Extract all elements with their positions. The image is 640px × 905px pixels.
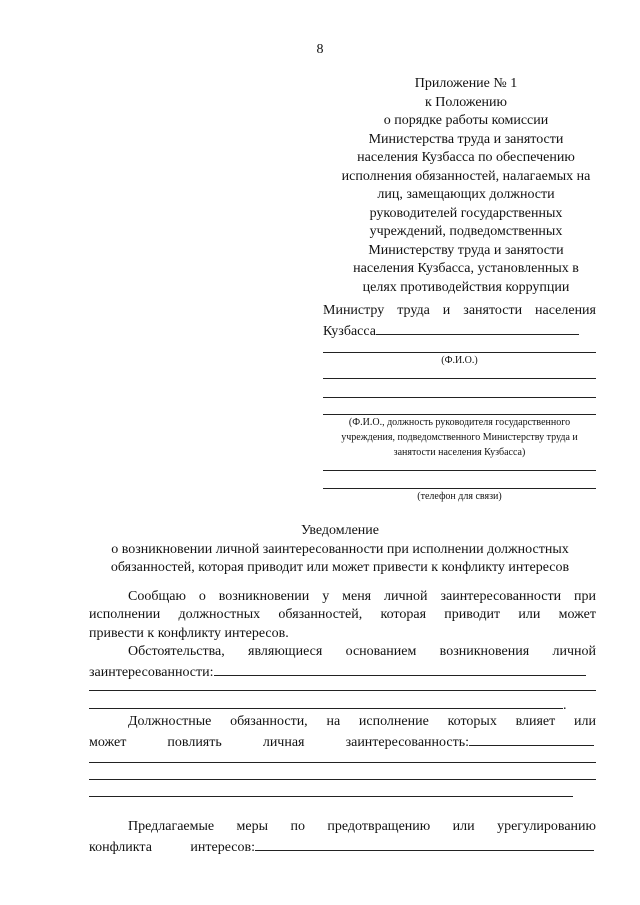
addressee-blank: [376, 321, 579, 335]
p2-line-2: [89, 662, 596, 683]
appendix-line: Министерству труда и занятости: [368, 242, 564, 258]
sender-label-line: (Ф.И.О., должность руководителя государственного: [348, 417, 571, 428]
p1-line-2: исполнении должностных обязанностей, которая приводит или может: [89, 607, 596, 622]
p3-rule-2: [89, 779, 596, 780]
appendix-line: лиц, замещающих должности: [377, 187, 555, 202]
phone-rule-1: [323, 470, 596, 471]
p3-rule-3: [89, 796, 573, 797]
p2-period: .: [563, 698, 567, 713]
sender-label: [318, 415, 601, 460]
p2-rule-2: [89, 695, 563, 709]
sender-label-line: учреждения, подведомственного Министерству труда и: [341, 432, 578, 443]
appendix-line: руководителей государственных: [369, 205, 563, 221]
appendix-line: к Положению: [424, 94, 507, 110]
appendix-line: Приложение № 1: [414, 76, 518, 91]
appendix-line: целях противодействия коррупции: [362, 279, 570, 295]
phone-label: (телефон для связи): [417, 491, 502, 502]
fio-label: (Ф.И.О.): [441, 355, 478, 366]
p1-line-3: привести к конфликту интересов.: [89, 626, 289, 641]
appendix-line: о порядке работы комиссии: [383, 113, 549, 128]
appendix-line: учреждений, подведомственных: [369, 224, 563, 239]
appendix-line: населения Кузбасса по обеспечению: [357, 150, 575, 165]
appendix-line: Министерства труда и занятости: [368, 131, 564, 147]
p3-label: может повлиять личная заинтересованность:: [89, 735, 469, 750]
p2-label: заинтересованности:: [89, 665, 214, 680]
p4-line-1: Предлагаемые меры по предотвращению или урегулированию: [128, 819, 596, 834]
p4-blank: [255, 837, 594, 851]
sender-rule-1: [323, 378, 596, 379]
notice-subtitle-1: о возникновении личной заинтересованности при исполнении должностных: [111, 542, 569, 557]
p2-blank: [214, 662, 586, 676]
p3-line-2: [89, 732, 596, 753]
p4-label: конфликта интересов:: [89, 840, 255, 855]
addressee-line-1: Министру труда и занятости населения: [323, 303, 596, 318]
sender-rule-2: [323, 397, 596, 398]
page-number: 8: [316, 42, 324, 57]
notice-subtitle-2: обязанностей, которая приводит или может привести к конфликту интересов: [110, 560, 570, 575]
p1-line-1: Сообщаю о возникновении у меня личной заинтересованности при: [128, 589, 596, 604]
notice-title: Уведомление: [300, 523, 379, 538]
p2-rule-1: [89, 690, 596, 691]
addressee-region: Кузбасса: [323, 324, 376, 339]
appendix-line: населения Кузбасса, установленных в: [353, 261, 579, 276]
p3-blank: [469, 732, 594, 746]
p3-line-1: Должностные обязанности, на исполнение которых влияет или: [128, 714, 596, 729]
p3-rule-1: [89, 762, 596, 763]
appendix-block: [318, 75, 614, 297]
addressee-line-2: [323, 321, 596, 341]
appendix-line: исполнения обязанностей, налагаемых на: [341, 168, 591, 184]
p4-line-2: [89, 837, 596, 858]
sender-label-line: занятости населения Кузбасса): [393, 447, 526, 458]
p2-line-1: Обстоятельства, являющиеся основанием возникновения личной: [128, 644, 596, 659]
